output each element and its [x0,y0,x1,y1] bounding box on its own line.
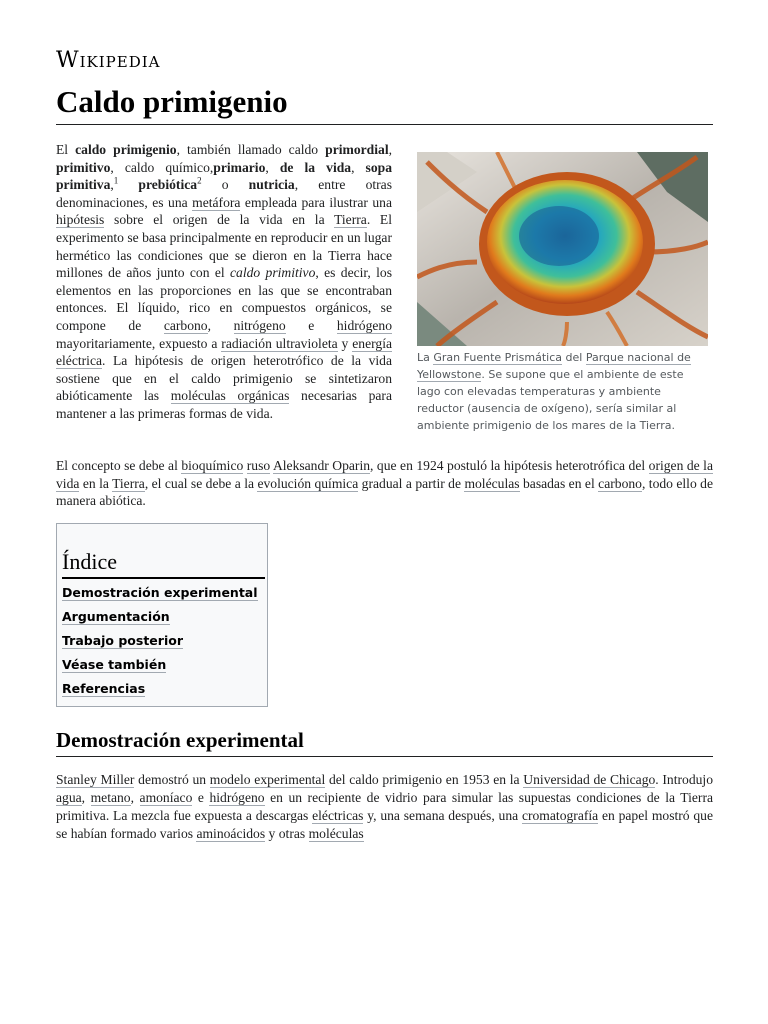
wiki-link[interactable]: metano [90,790,131,805]
wiki-link[interactable]: Stanley Miller [56,772,135,787]
wiki-link[interactable]: ruso [246,458,271,473]
wiki-link[interactable]: moléculas [464,475,520,491]
toc-item-vease-tambien[interactable]: Véase también [62,657,167,672]
section-heading: Demostración experimental [56,728,713,757]
section-paragraph: Stanley Miller demostró un modelo experimental del caldo primigenio en 1953 en la Universidad de Chicago. Introdujo agua, metano, amoníaco e hidrógeno en un recipiente de vidrio para simular las supuestas condiciones de la Tierra primitiva. La mezcla fue expuesta a descargas eléctricas y, una semana después, una cromatografía en papel mostró que se habían formado varios aminoácidos y otras moléculas [56,772,714,841]
wiki-link[interactable]: modelo experimental [209,772,326,787]
reference-superscript[interactable]: 1 [113,175,119,186]
wiki-link[interactable]: Tierra [112,475,145,491]
wiki-link[interactable]: moléculas orgánicas [170,388,290,404]
wiki-link[interactable]: metáfora [192,194,241,210]
toc-item-referencias[interactable]: Referencias [62,681,146,696]
bold-term: primario [213,159,266,175]
bold-term: nutricia [248,177,295,193]
wiki-link[interactable]: Tierra [334,212,367,228]
wiki-link[interactable]: nitrógeno [233,317,286,333]
wiki-link[interactable]: aminoácidos [196,826,266,841]
wiki-link[interactable]: moléculas [308,826,364,841]
toc-title: Índice [62,549,265,579]
wiki-link[interactable]: hidrógeno [209,790,265,805]
lead-paragraph-1: El caldo primigenio, también llamado caldo primordial, primitivo, caldo químico,primario, de la vida, sopa primitiva,$^1$ prebiótica$^2$ o nutricia, entre otras denominaciones, es una metáfora empleada para ilustrar una hipótesis sobre el origen de la vida en la Tierra. El experimento se basa principalmente en reproducir en un lugar hermético las condiciones que se dieron en la Tierra hace millones de años junto con el caldo primitivo, es decir, los elementos en las proporciones en las que se encontraban entonces. El líquido, rico en compuestos orgánicos, se compone de carbono, nitrógeno e hidrógeno mayoritariamente, expuesto a radiación ultravioleta y energía eléctrica. La hipótesis de origen heterotrófico de la vida sostiene que en el caldo primigenio se sintetizaron abióticamente las moléculas orgánicas necesarias para mantener a las primeras formas de vida. [56,142,393,421]
grand-prismatic-spring-photo[interactable] [417,152,708,346]
wiki-link[interactable]: Aleksandr Oparin [272,458,371,473]
bold-term: primordial [325,142,389,157]
bold-term: sopa primitiva [56,159,392,193]
wiki-link[interactable]: Universidad de Chicago [523,772,656,787]
wiki-link[interactable]: carbono [163,317,208,333]
wiki-link[interactable]: Parque nacional de Yellowstone [417,351,691,381]
toc-item-trabajo-posterior[interactable]: Trabajo posterior [62,633,183,648]
wiki-link[interactable]: hidrógeno [336,317,392,333]
bold-term: prebiótica [138,177,198,193]
wiki-link[interactable]: hipótesis [56,212,105,228]
wiki-link[interactable]: cromatografía [521,808,599,823]
wiki-link[interactable]: evolución química [257,475,359,491]
toc-list [62,585,258,705]
lead-paragraph-2: El concepto se debe al bioquímico ruso Aleksandr Oparin, que en 1924 postuló la hipótesis heterotrófica del origen de la vida en la Tierra, el cual se debe a la evolución química gradual a partir de moléculas basadas en el carbono, todo ello de manera abiótica. [56,458,714,509]
wiki-link[interactable]: origen de la vida [56,458,713,491]
italic-term: caldo primitivo [229,265,316,281]
reference-superscript[interactable]: 2 [197,175,202,186]
wiki-link[interactable]: carbono [598,475,642,491]
figure-caption: La Gran Fuente Prismática del Parque nacional de Yellowstone. Se supone que el ambiente de este lago con elevadas temperaturas y ambiente reductor (ausencia de oxígeno), sería similar al ambiente primigenio de los mares de la Tierra. [417,351,691,432]
wikipedia-wordmark[interactable]: Wikipedia [56,48,161,73]
infobox-figure [417,152,709,434]
bold-term: de la vida [279,159,352,175]
toc-item-argumentacion[interactable]: Argumentación [62,609,170,624]
bold-term: primitivo [56,159,111,175]
bold-term: caldo primigenio [75,142,177,157]
wiki-link[interactable]: agua [56,790,82,805]
wiki-link[interactable]: Gran Fuente Prismática [433,351,563,364]
wiki-link[interactable]: amoníaco [139,790,193,805]
table-of-contents [56,523,268,707]
toc-item-demostracion[interactable]: Demostración experimental [62,585,258,600]
page-title: Caldo primigenio [56,84,713,125]
wiki-link[interactable]: eléctricas [312,808,364,823]
wiki-link[interactable]: energía eléctrica [56,335,393,369]
wiki-link[interactable]: bioquímico [181,458,244,473]
wiki-link[interactable]: radiación ultravioleta [221,335,338,351]
